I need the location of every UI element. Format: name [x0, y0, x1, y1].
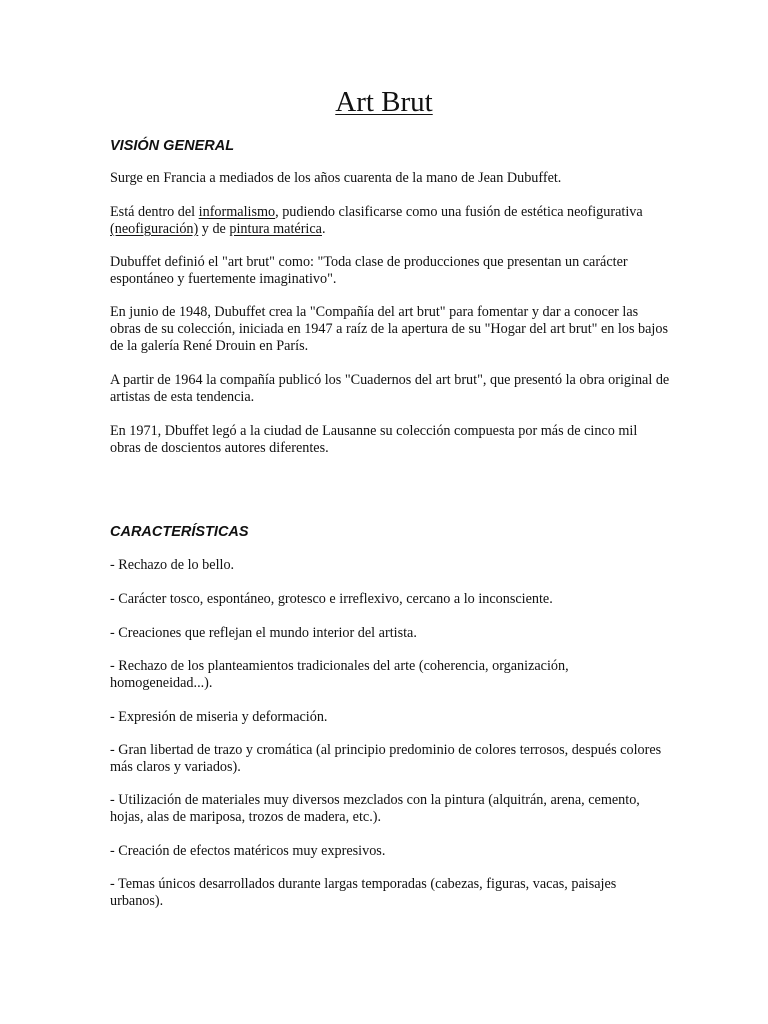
paragraph-text: Está dentro del: [110, 204, 199, 220]
paragraph-text: , pudiendo clasificarse como una fusión de estética neofigurativa: [275, 204, 643, 220]
list-item: - Expresión de miseria y deformación.: [110, 709, 328, 725]
link-informalismo[interactable]: informalismo: [198, 204, 276, 220]
page-title: Art Brut: [335, 86, 433, 118]
link-pintura-materica[interactable]: pintura matérica: [229, 221, 322, 237]
list-item: - Creación de efectos matéricos muy expresivos.: [110, 843, 386, 859]
list-item: - Rechazo de los planteamientos tradicionales del arte (coherencia, organización, homogeneidad...).: [110, 658, 569, 691]
link-neofiguracion[interactable]: (neofiguración): [110, 221, 199, 237]
paragraph-origin: Surge en Francia a mediados de los años cuarenta de la mano de Jean Dubuffet.: [110, 170, 562, 186]
list-item: - Temas únicos desarrollados durante largas temporadas (cabezas, figuras, vacas, paisajes urbanos).: [110, 876, 617, 909]
paragraph-compania: En junio de 1948, Dubuffet crea la "Compañía del art brut" para fomentar y dar a conocer las obras de su colección, iniciada en 1947 a raíz de la apertura de su "Hogar del art brut" en los bajos de la galería René Drouin en París.: [110, 304, 668, 354]
section-heading-caracteristicas: CARACTERÍSTICAS: [110, 524, 249, 540]
paragraph-lausanne: En 1971, Dbuffet legó a la ciudad de Lausanne su colección compuesta por más de cinco mil obras de doscientos autores diferentes.: [110, 423, 638, 456]
list-item: - Rechazo de lo bello.: [110, 557, 235, 573]
paragraph-text: .: [321, 221, 326, 237]
paragraph-definition: Dubuffet definió el "art brut" como: "Toda clase de producciones que presentan un carácter espontáneo y fuertemente imaginativo".: [110, 254, 628, 287]
list-item: - Gran libertad de trazo y cromática (al principio predominio de colores terrosos, después colores más claros y variados).: [110, 742, 662, 775]
paragraph-informalismo: [110, 204, 670, 238]
list-item: - Creaciones que reflejan el mundo interior del artista.: [110, 625, 417, 641]
list-item: - Utilización de materiales muy diversos mezclados con la pintura (alquitrán, arena, cemento, hojas, alas de mariposa, trozos de madera, etc.).: [110, 792, 640, 825]
paragraph-cuadernos: A partir de 1964 la compañía publicó los "Cuadernos del art brut", que presentó la obra original de artistas de esta tendencia.: [110, 372, 670, 405]
section-heading-vision-general: VISIÓN GENERAL: [110, 138, 235, 154]
list-item: - Carácter tosco, espontáneo, grotesco e irreflexivo, cercano a lo inconsciente.: [110, 591, 553, 607]
paragraph-text: y de: [198, 221, 230, 237]
